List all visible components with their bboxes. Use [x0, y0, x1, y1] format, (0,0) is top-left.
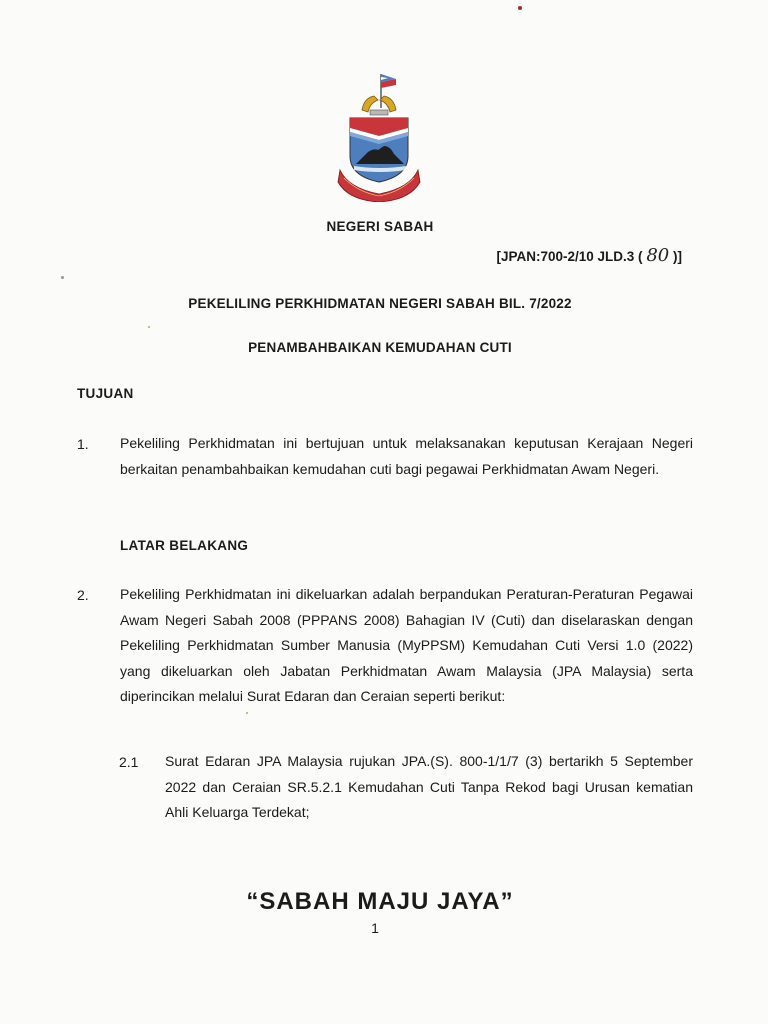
- document-title: PEKELILING PERKHIDMATAN NEGERI SABAH BIL. 7/2022: [188, 296, 572, 311]
- scan-speck: [61, 276, 64, 279]
- page-number: 1: [371, 920, 379, 936]
- scan-speck: [246, 712, 248, 714]
- scan-speck: [518, 6, 522, 10]
- document-subtitle: PENAMBAHBAIKAN KEMUDAHAN CUTI: [248, 340, 512, 355]
- paragraph-text: Pekeliling Perkhidmatan ini dikeluarkan adalah berpandukan Peraturan-Peraturan Pegawai Awam Negeri Sabah 2008 (PPPANS 2008) Bahagian IV (Cuti) dan diselaraskan dengan Pekeliling Perkhidmatan Sumber Manusia (MyPPSM) Kemudahan Cuti Versi 1.0 (2022) yang dikeluarkan oleh Jabatan Perkhidmatan Awam Malaysia (JPA Malaysia) serta diperincikan melalui Surat Edaran dan Ceraian seperti berikut:: [120, 586, 693, 704]
- subparagraph-text: Surat Edaran JPA Malaysia rujukan JPA.(S). 800-1/1/7 (3) bertarikh 5 September 2022 dan Ceraian SR.5.2.1 Kemudahan Cuti Tanpa Rekod bagi Urusan kematian Ahli Keluarga Terdekat;: [165, 753, 693, 820]
- paragraph-number: 2.: [77, 587, 89, 603]
- paragraph-text: Pekeliling Perkhidmatan ini bertujuan untuk melaksanakan keputusan Kerajaan Negeri berkaitan penambahbaikan kemudahan cuti bagi pegawai Perkhidmatan Awam Negeri.: [120, 435, 693, 477]
- state-name: NEGERI SABAH: [326, 219, 434, 234]
- scan-speck: [148, 326, 150, 328]
- footer-motto: “SABAH MAJU JAYA”: [246, 888, 514, 915]
- handwritten-reference-number: 80: [646, 245, 670, 266]
- subparagraph-number: 2.1: [119, 754, 139, 770]
- section-heading-latar-belakang: LATAR BELAKANG: [120, 538, 249, 553]
- reference-prefix: [JPAN:700-2/10 JLD.3 (: [496, 249, 643, 264]
- reference-number: [497, 245, 683, 266]
- paragraph-number: 1.: [77, 436, 89, 452]
- sabah-coat-of-arms-icon: [334, 70, 424, 202]
- reference-suffix: )]: [673, 249, 682, 264]
- section-heading-tujuan: TUJUAN: [77, 386, 134, 401]
